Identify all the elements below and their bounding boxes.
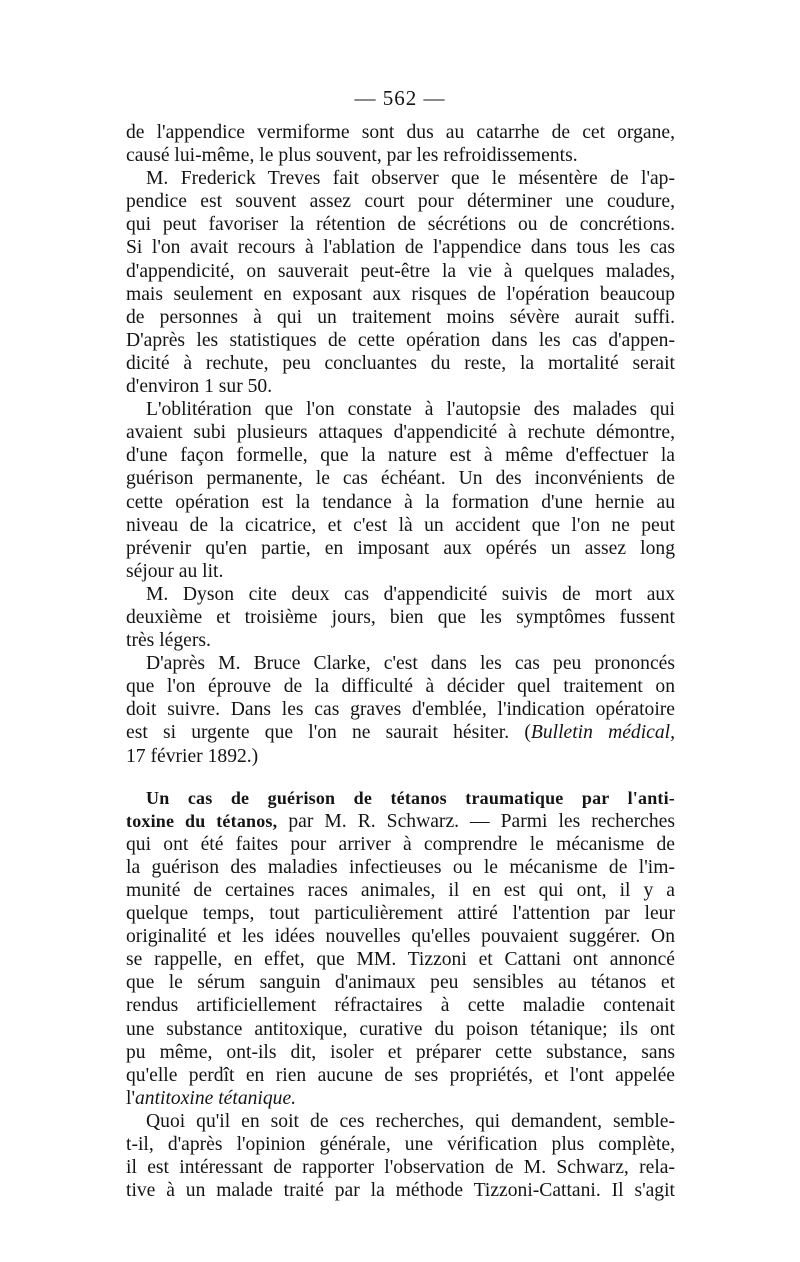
text-line: deuxième et troisième jours, bien que les symptômes fussent <box>126 606 675 628</box>
citation-journal: Bulletin médical, <box>530 722 675 744</box>
text-line: niveau de la cicatrice, et c'est là un accident que l'on ne peut <box>126 514 675 536</box>
article-appendicite <box>126 121 675 768</box>
text-line: de l'appendice vermiforme sont dus au catarrhe de cet organe, <box>126 122 675 143</box>
text-line: tive à un malade traité par la méthode Tizzoni-Cattani. Il s'agit <box>126 1180 675 1202</box>
text-line: cette opération est la tendance à la formation d'une hernie au <box>126 491 675 513</box>
text-line: que l'on éprouve de la difficulté à décider quel traitement on <box>126 676 675 698</box>
text-line: originalité et les idées nouvelles qu'elles pouvaient suggérer. On <box>126 926 675 948</box>
article-title: Un cas de guérison de tétanos traumatique par l'anti- <box>146 787 675 808</box>
text-line: très légers. <box>126 630 211 652</box>
text-line: d'appendicité, on sauverait peut-être la vie à quelques malades, <box>126 260 675 282</box>
text-line: rendus artificiellement réfractaires à cette maladie contenait <box>126 995 675 1017</box>
text-line: pendice est souvent assez court pour déterminer une coudure, <box>126 191 675 213</box>
text-line: munité de certaines races animales, il en est qui ont, il y a <box>126 880 675 901</box>
text-line: dicité à rechute, peu concluantes du reste, la mortalité serait <box>126 352 675 374</box>
text-line: causé lui-même, le plus souvent, par les refroidissements. <box>126 145 578 167</box>
text-line: l'antitoxine tétanique. <box>126 1087 297 1109</box>
text-line: qui peut favoriser la rétention de sécrétions ou de concrétions. <box>126 214 675 236</box>
text-line: L'oblitération que l'on constate à l'autopsie des malades qui <box>146 399 675 421</box>
text-line: se rappelle, en effet, que MM. Tizzoni et Cattani ont annoncé <box>126 949 675 971</box>
text-line: qui ont été faites pour arriver à comprendre le mécanisme de <box>126 833 675 855</box>
text-line: Si l'on avait recours à l'ablation de l'appendice dans tous les cas <box>126 237 675 259</box>
text-line <box>126 810 675 833</box>
text-line: mais seulement en exposant aux risques de l'opération beaucoup <box>126 283 675 305</box>
text-line: Quoi qu'il en soit de ces recherches, qui demandent, semble- <box>146 1110 675 1132</box>
text-line: la guérison des maladies infectieuses ou le mécanisme de l'im- <box>126 856 675 878</box>
term-antitoxine: antitoxine tétanique. <box>134 1087 297 1109</box>
text-line: que le sérum sanguin d'animaux peu sensibles au tétanos et <box>126 972 675 994</box>
text-line: t-il, d'après l'opinion générale, une vérification plus complète, <box>126 1134 675 1156</box>
text-line: doit suivre. Dans les cas graves d'emblée, l'indication opératoire <box>126 699 675 721</box>
page-number: — 562 — <box>354 86 446 110</box>
text-line: d'une façon formelle, que la nature est à même d'effectuer la <box>126 445 675 467</box>
text-line: M. Dyson cite deux cas d'appendicité suivis de mort aux <box>146 583 675 605</box>
text-line: D'après M. Bruce Clarke, c'est dans les cas peu prononcés <box>146 653 675 675</box>
text-line: quelque temps, tout particulièrement attiré l'attention par leur <box>126 903 675 925</box>
text-line: de personnes à qui un traitement moins sévère aurait suffi. <box>126 306 675 328</box>
text-line: pu même, ont-ils dit, isoler et préparer cette substance, sans <box>126 1041 675 1063</box>
text-line: D'après les statistiques de cette opération dans les cas d'appen- <box>126 329 675 351</box>
body-text <box>126 121 675 1202</box>
text-line: séjour au lit. <box>126 560 224 582</box>
text-line: qu'elle perdît en rien aucune de ses propriétés, et l'ont appelée <box>126 1064 675 1086</box>
text-line: d'environ 1 sur 50. <box>126 376 273 398</box>
article-author: par M. R. Schwarz. — Parmi les recherches <box>277 810 675 832</box>
text-line: guérison permanente, le cas échéant. Un des inconvénients de <box>126 468 675 490</box>
text-line: M. Frederick Treves fait observer que le mésentère de l'ap- <box>146 168 675 190</box>
article-title-cont: toxine du tétanos, <box>126 810 278 831</box>
article-tetanos <box>126 787 675 1203</box>
section-spacer <box>126 768 675 787</box>
text-line: prévenir qu'en partie, en imposant aux opérés un assez long <box>126 537 675 559</box>
text-line: une substance antitoxique, curative du poison tétanique; ils ont <box>126 1018 675 1040</box>
text-line: 17 février 1892.) <box>126 745 259 767</box>
text-line: est si urgente que l'on ne saurait hésiter. (Bulletin médical, <box>126 722 675 744</box>
text-line: avaient subi plusieurs attaques d'appendicité à rechute démontre, <box>126 422 675 444</box>
text-line: il est intéressant de rapporter l'observation de M. Schwarz, rela- <box>126 1157 675 1179</box>
article-title-line <box>126 787 675 810</box>
